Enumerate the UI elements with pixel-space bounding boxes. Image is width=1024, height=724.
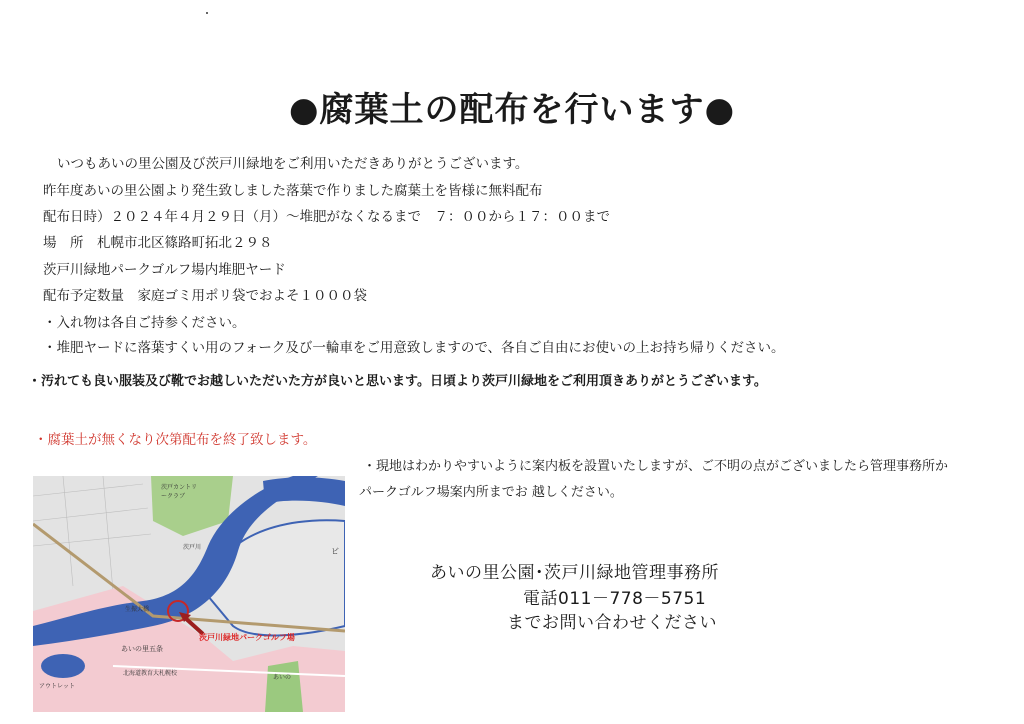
map-label-right: ビ bbox=[331, 547, 339, 556]
guide-text-1: ・現地はわかりやすいように案内板を設置いたしますが、ご不明の点がございましたら管理事務所か bbox=[363, 459, 949, 474]
quantity-text: 配布予定数量 家庭ゴミ用ポリ袋でおよそ１０００袋 bbox=[43, 288, 367, 304]
date-text: 配布日時）２０２４年４月２９日（月）～堆肥がなくなるまで ７：００から１７：００まで bbox=[43, 209, 610, 225]
map-label-outlet: アウトレット bbox=[39, 683, 75, 690]
place-text: 場 所 札幌市北区篠路町拓北２９８ bbox=[43, 235, 273, 251]
bullet-container: ・入れ物は各自ご持参ください。 bbox=[43, 315, 246, 331]
map-graphic bbox=[33, 476, 345, 712]
place-detail-text: 茨戸川緑地パークゴルフ場内堆肥ヤード bbox=[43, 262, 286, 278]
end-notice: ・腐葉土が無くなり次第配布を終了致します。 bbox=[34, 432, 317, 448]
map-lake bbox=[41, 654, 85, 678]
guide-text-2: パークゴルフ場案内所までお 越しください。 bbox=[359, 485, 623, 500]
office-name: あいの里公園･茨戸川緑地管理事務所 bbox=[430, 563, 719, 583]
map-label-bridge: 生振大橋 bbox=[125, 606, 150, 613]
distribution-text: 昨年度あいの里公園より発生致しました落葉で作りました腐葉土を皆様に無料配布 bbox=[43, 183, 543, 199]
map-park-area bbox=[265, 661, 303, 712]
page-title: ●腐葉土の配布を行います● bbox=[288, 90, 736, 130]
intro-text: いつもあいの里公園及び茨戸川緑地をご利用いただきありがとうございます。 bbox=[57, 156, 529, 172]
bullet-clothing: ・汚れても良い服装及び靴でお越しいただいた方が良いと思います。日頃より茨戸川緑地をご利用頂きありがとうございます。 bbox=[28, 374, 767, 389]
location-map bbox=[33, 476, 345, 712]
map-label-ainosato: あいの里五条 bbox=[121, 645, 163, 653]
map-label-river: 茨戸川 bbox=[183, 544, 202, 551]
map-label-school: あいの bbox=[273, 674, 292, 681]
bullet-tools: ・堆肥ヤードに落葉すくい用のフォーク及び一輪車をご用意致しますので、各自ご自由にお使いの上お持ち帰りください。 bbox=[43, 340, 785, 356]
map-label-park: 茨戸川緑地パークゴルフ場 bbox=[199, 633, 295, 642]
inquiry-text: までお問い合わせください bbox=[507, 613, 717, 633]
map-label-club: 茨戸カントリークラブ bbox=[161, 484, 198, 500]
map-label-bottom: 北海道教育大札幌校 bbox=[123, 670, 178, 677]
scan-speck bbox=[206, 12, 208, 14]
phone-number: 電話011－778－5751 bbox=[523, 589, 707, 609]
